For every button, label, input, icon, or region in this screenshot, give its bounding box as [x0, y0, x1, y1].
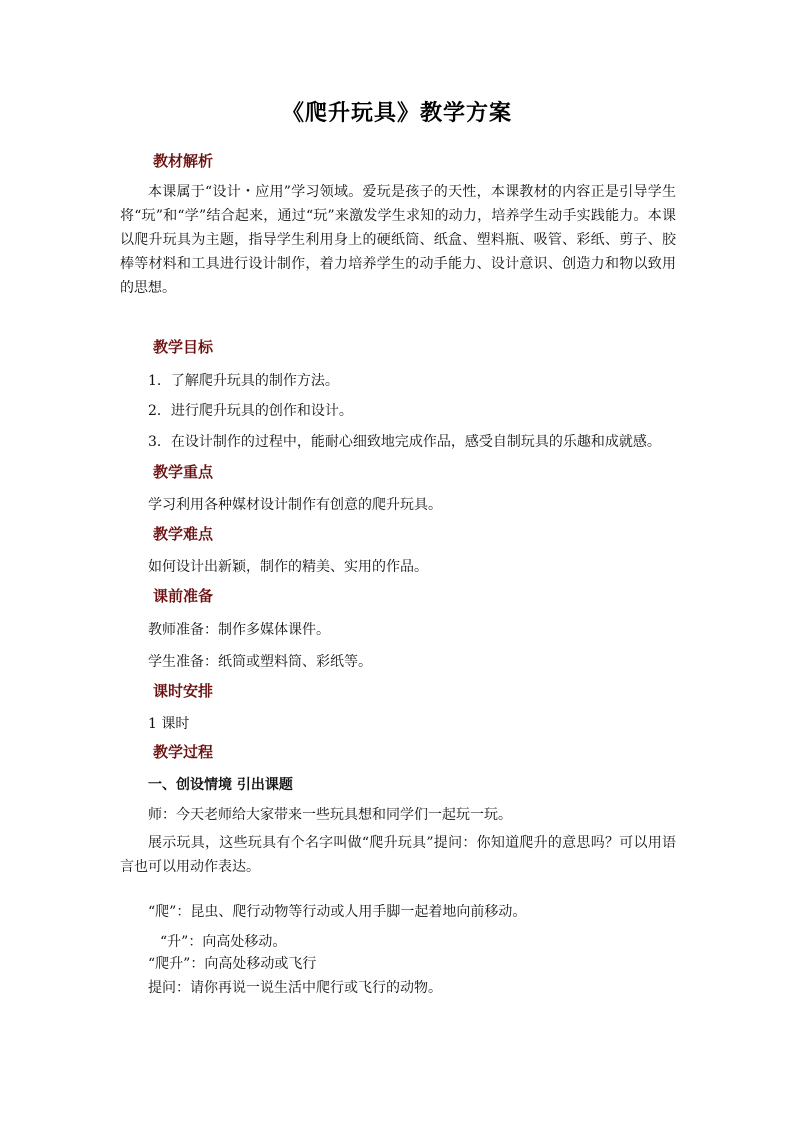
difficulties-text: 如何设计出新颖，制作的精美、实用的作品。 — [148, 559, 428, 575]
heading-schedule: 课时安排 — [153, 682, 214, 700]
definition-climb-rise: “爬升”：向高处移动或飞行 — [148, 956, 317, 972]
heading-goals: 教学目标 — [153, 338, 214, 356]
goal-item-3: 3．在设计制作的过程中，能耐心细致地完成作品，感受自制玩具的乐趣和成就感。 — [148, 434, 661, 450]
process-paragraph-2: 展示玩具，这些玩具有个名字叫做“爬升玩具”提问：你知道爬升的意思吗？可以用语言也可以用动作表达。 — [120, 835, 676, 875]
goal-item-2: 2．进行爬升玩具的创作和设计。 — [148, 403, 353, 419]
heading-difficulties: 教学难点 — [153, 525, 214, 543]
analysis-paragraph: 本课属于“设计・应用”学习领域。爱玩是孩子的天性，本课教材的内容正是引导学生将“玩”和“学”结合起来，通过“玩”来激发学生求知的动力，培养学生动手实践能力。本课以爬升玩具为主题，指导学生利用身上的硬纸筒、纸盒、塑料瓶、吸管、彩纸、剪子、胶棒等材料和工具进行设计制作，着力培养学生的动手能力、设计意识、创造力和物以致用的思想。 — [120, 184, 676, 296]
heading-key-points: 教学重点 — [153, 463, 214, 481]
definition-rise: “升”：向高处移动。 — [160, 934, 287, 950]
document-title: 《爬升玩具》教学方案 — [281, 100, 512, 126]
process-line-1: 师：今天老师给大家带来一些玩具想和同学们一起玩一玩。 — [148, 807, 512, 823]
student-preparation: 学生准备：纸筒或塑料筒、彩纸等。 — [148, 654, 372, 670]
heading-analysis: 教材解析 — [153, 152, 214, 170]
process-question: 提问：请你再说一说生活中爬行或飞行的动物。 — [148, 980, 442, 996]
goal-item-1: 1．了解爬升玩具的制作方法。 — [148, 373, 339, 389]
definition-climb: “爬”：昆虫、爬行动物等行动或人用手脚一起着地向前移动。 — [148, 904, 527, 920]
teacher-preparation: 教师准备：制作多媒体课件。 — [148, 622, 330, 638]
process-subheading: 一、创设情境 引出课题 — [148, 777, 293, 793]
schedule-text: 1 课时 — [148, 716, 190, 732]
key-points-text: 学习利用各种媒材设计制作有创意的爬升玩具。 — [148, 497, 442, 513]
heading-preparation: 课前准备 — [153, 587, 214, 605]
heading-process: 教学过程 — [153, 743, 214, 761]
